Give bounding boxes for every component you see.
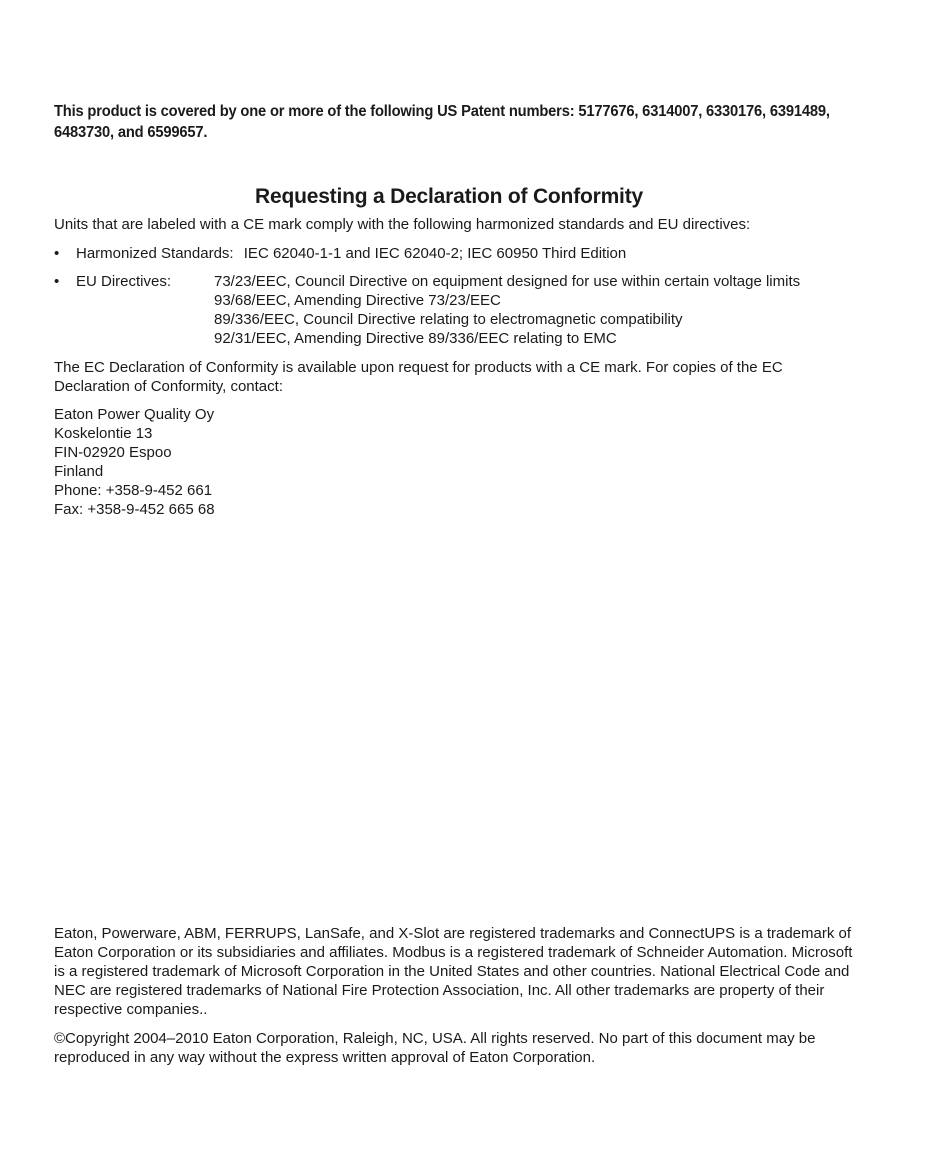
section-heading: Requesting a Declaration of Conformity <box>255 185 643 208</box>
document-page <box>54 0 854 1166</box>
standards-value: IEC 62040-1-1 and IEC 62040-2; IEC 60950 Third Edition <box>243 245 627 262</box>
directive-item: 92/31/EEC, Amending Directive 89/336/EEC relating to EMC <box>214 330 617 347</box>
directive-item: 93/68/EEC, Amending Directive 73/23/EEC <box>214 292 501 309</box>
contact-country: Finland <box>54 463 104 480</box>
patent-notice: This product is covered by one or more of the following US Patent numbers: 5177676, 6314007, 6330176, 6391489, 6483730, and 6599657. <box>54 103 830 141</box>
bullet-icon: • <box>54 245 60 262</box>
compliance-list <box>54 244 854 348</box>
contact-city: FIN-02920 Espoo <box>54 444 172 461</box>
contact-fax: Fax: +358-9-452 665 68 <box>54 501 215 518</box>
list-item-directives <box>54 272 854 348</box>
trademark-notice: Eaton, Powerware, ABM, FERRUPS, LanSafe, and X-Slot are registered trademarks and ConnectUPS is a trademark of Eaton Corporation or its subsidiaries and affiliates. Modbus is a registered trademark of Schneider Automation. Microsoft is a registered trademark of Microsoft Corporation in the United States and other countries. National Electrical Code and NEC are registered trademarks of National Fire Protection Association, Inc. All other trademarks are property of their respective companies.. <box>54 925 853 1018</box>
contact-company: Eaton Power Quality Oy <box>54 406 215 423</box>
contact-street: Koskelontie 13 <box>54 425 153 442</box>
directive-item: 89/336/EEC, Council Directive relating to electromagnetic compatibility <box>214 311 683 328</box>
copyright-notice: ©Copyright 2004–2010 Eaton Corporation, Raleigh, NC, USA. All rights reserved. No part of this document may be reproduced in any way without the express written approval of Eaton Corporation. <box>54 1030 816 1066</box>
bullet-icon: • <box>54 273 60 290</box>
contact-address <box>54 405 454 519</box>
contact-phone: Phone: +358-9-452 661 <box>54 482 213 499</box>
section-intro: Units that are labeled with a CE mark comply with the following harmonized standards and EU directives: <box>54 216 751 233</box>
standards-label: Harmonized Standards: <box>76 245 234 262</box>
list-item-standards <box>54 244 854 272</box>
directives-label: EU Directives: <box>76 273 172 290</box>
directive-item: 73/23/EEC, Council Directive on equipment designed for use within certain voltage limits <box>214 273 801 290</box>
directives-list <box>214 272 800 348</box>
availability-paragraph: The EC Declaration of Conformity is available upon request for products with a CE mark. For copies of the EC Declaration of Conformity, contact: <box>54 359 783 395</box>
